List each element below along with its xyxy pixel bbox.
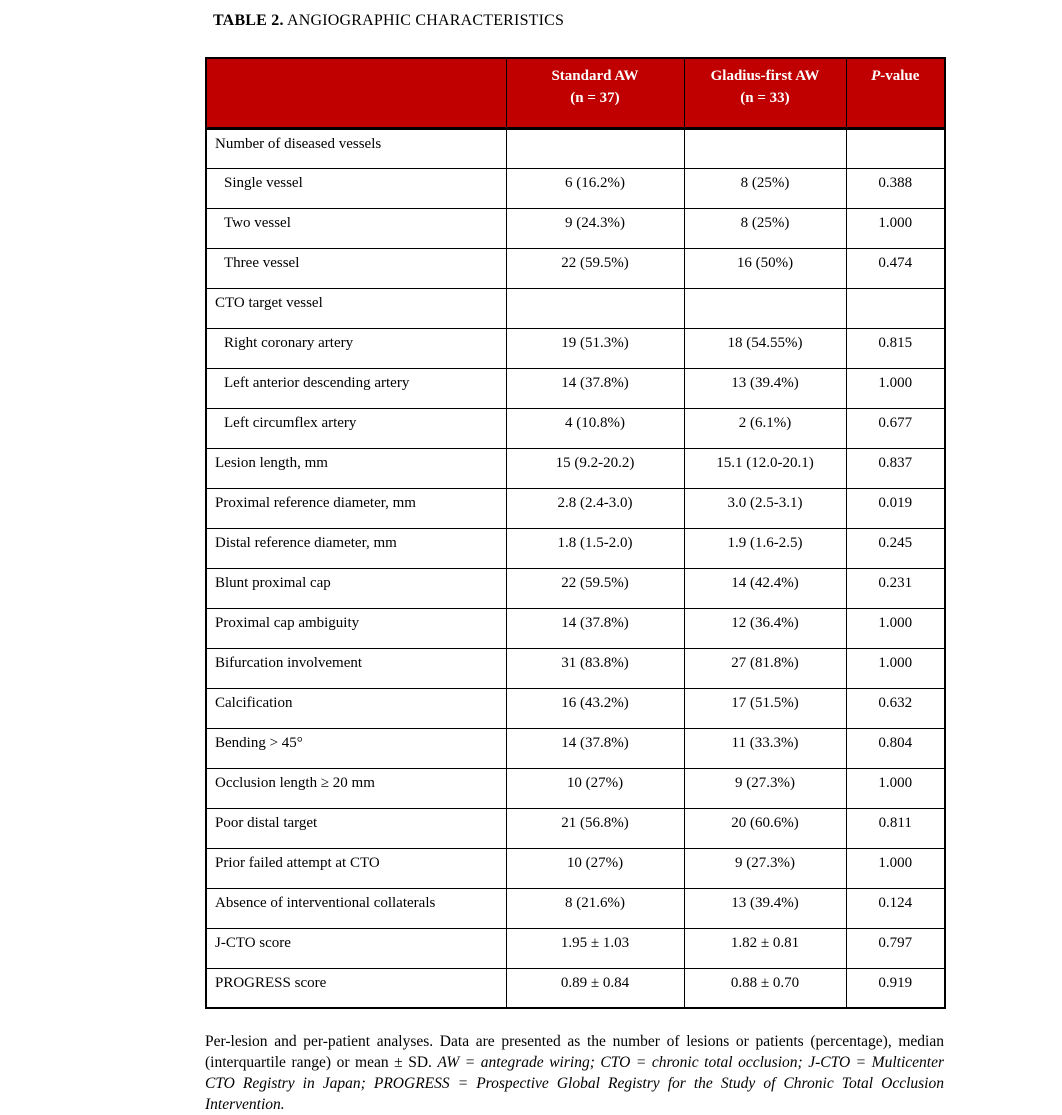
standard-aw-value: 8 (21.6%) [506, 888, 684, 928]
standard-aw-value: 6 (16.2%) [506, 168, 684, 208]
standard-aw-value: 1.8 (1.5-2.0) [506, 528, 684, 568]
p-value: 1.000 [846, 848, 945, 888]
gladius-first-aw-value: 17 (51.5%) [684, 688, 846, 728]
row-label: PROGRESS score [206, 968, 506, 1008]
p-value: 0.919 [846, 968, 945, 1008]
gladius-first-aw-value: 20 (60.6%) [684, 808, 846, 848]
p-value: 0.632 [846, 688, 945, 728]
standard-aw-value: 4 (10.8%) [506, 408, 684, 448]
row-label: Poor distal target [206, 808, 506, 848]
standard-aw-value: 0.89 ± 0.84 [506, 968, 684, 1008]
gladius-first-aw-value: 14 (42.4%) [684, 568, 846, 608]
gladius-first-aw-value: 3.0 (2.5-3.1) [684, 488, 846, 528]
row-label: Proximal reference diameter, mm [206, 488, 506, 528]
row-label: Absence of interventional collaterals [206, 888, 506, 928]
table-row [206, 328, 945, 368]
gladius-first-aw-value: 12 (36.4%) [684, 608, 846, 648]
gladius-first-aw-value [684, 288, 846, 328]
table-row [206, 688, 945, 728]
p-value: 0.231 [846, 568, 945, 608]
row-label: Occlusion length ≥ 20 mm [206, 768, 506, 808]
footnote-normal-text: Per-lesion and per-patient analyses. Data are presented as the number of lesions or patients (percentage), median (interquartile range) or mean ± SD. [205, 1033, 944, 1071]
standard-aw-value [506, 128, 684, 168]
p-value: 1.000 [846, 208, 945, 248]
gladius-first-aw-value: 2 (6.1%) [684, 408, 846, 448]
table-row [206, 248, 945, 288]
p-value [846, 288, 945, 328]
p-value: 0.837 [846, 448, 945, 488]
gladius-first-aw-value [684, 128, 846, 168]
table-row [206, 568, 945, 608]
standard-aw-value: 31 (83.8%) [506, 648, 684, 688]
p-value: 0.474 [846, 248, 945, 288]
standard-aw-value: 10 (27%) [506, 768, 684, 808]
table-row [206, 848, 945, 888]
gladius-first-aw-value: 27 (81.8%) [684, 648, 846, 688]
table-title [213, 12, 564, 30]
p-value: 0.245 [846, 528, 945, 568]
standard-aw-value: 19 (51.3%) [506, 328, 684, 368]
gladius-first-aw-value: 18 (54.55%) [684, 328, 846, 368]
p-value: 1.000 [846, 608, 945, 648]
table-row [206, 488, 945, 528]
standard-aw-value: 1.95 ± 1.03 [506, 928, 684, 968]
header-standard-aw [506, 58, 684, 128]
row-label: Bifurcation involvement [206, 648, 506, 688]
p-value: 0.677 [846, 408, 945, 448]
standard-aw-value: 22 (59.5%) [506, 248, 684, 288]
row-label: J-CTO score [206, 928, 506, 968]
table-footnote [205, 1031, 944, 1115]
table-row [206, 128, 945, 168]
gladius-first-aw-value: 1.82 ± 0.81 [684, 928, 846, 968]
header-p-rest: -value [880, 68, 920, 84]
p-value: 1.000 [846, 768, 945, 808]
gladius-first-aw-value: 0.88 ± 0.70 [684, 968, 846, 1008]
p-value: 0.811 [846, 808, 945, 848]
standard-aw-value: 2.8 (2.4-3.0) [506, 488, 684, 528]
row-label: Distal reference diameter, mm [206, 528, 506, 568]
standard-aw-value: 14 (37.8%) [506, 728, 684, 768]
row-label: Right coronary artery [206, 328, 506, 368]
standard-aw-value: 14 (37.8%) [506, 368, 684, 408]
row-label: Proximal cap ambiguity [206, 608, 506, 648]
standard-aw-value: 14 (37.8%) [506, 608, 684, 648]
gladius-first-aw-value: 9 (27.3%) [684, 848, 846, 888]
row-label: Blunt proximal cap [206, 568, 506, 608]
header-gladius-line1: Gladius-first AW [710, 68, 820, 84]
header-gladius-line2: (n = 33) [740, 90, 790, 106]
table-row [206, 968, 945, 1008]
standard-aw-value: 22 (59.5%) [506, 568, 684, 608]
gladius-first-aw-value: 1.9 (1.6-2.5) [684, 528, 846, 568]
standard-aw-value: 16 (43.2%) [506, 688, 684, 728]
table-row [206, 608, 945, 648]
header-standard-aw-line1: Standard AW [551, 68, 639, 84]
gladius-first-aw-value: 13 (39.4%) [684, 888, 846, 928]
table-row [206, 768, 945, 808]
row-label: Two vessel [206, 208, 506, 248]
p-value: 0.797 [846, 928, 945, 968]
header-p-value [846, 58, 945, 128]
row-label: Single vessel [206, 168, 506, 208]
row-label: Lesion length, mm [206, 448, 506, 488]
p-value: 1.000 [846, 648, 945, 688]
gladius-first-aw-value: 8 (25%) [684, 208, 846, 248]
p-value: 0.388 [846, 168, 945, 208]
header-standard-aw-line2: (n = 37) [570, 90, 620, 106]
row-label: Number of diseased vessels [206, 128, 506, 168]
standard-aw-value: 10 (27%) [506, 848, 684, 888]
p-value: 0.019 [846, 488, 945, 528]
gladius-first-aw-value: 11 (33.3%) [684, 728, 846, 768]
table-row [206, 368, 945, 408]
table-row [206, 288, 945, 328]
table-row [206, 408, 945, 448]
row-label: Three vessel [206, 248, 506, 288]
table-row [206, 648, 945, 688]
p-value: 0.815 [846, 328, 945, 368]
header-p-italic: P [871, 68, 881, 84]
header-gladius-first-aw [684, 58, 846, 128]
table-row [206, 888, 945, 928]
gladius-first-aw-value: 13 (39.4%) [684, 368, 846, 408]
table-title-text: ANGIOGRAPHIC CHARACTERISTICS [283, 12, 565, 29]
header-row [206, 58, 945, 128]
p-value: 0.124 [846, 888, 945, 928]
table-row [206, 208, 945, 248]
p-value: 1.000 [846, 368, 945, 408]
standard-aw-value: 21 (56.8%) [506, 808, 684, 848]
gladius-first-aw-value: 16 (50%) [684, 248, 846, 288]
gladius-first-aw-value: 9 (27.3%) [684, 768, 846, 808]
table-row [206, 928, 945, 968]
gladius-first-aw-value: 15.1 (12.0-20.1) [684, 448, 846, 488]
table-row [206, 728, 945, 768]
row-label: Left anterior descending artery [206, 368, 506, 408]
row-label: Left circumflex artery [206, 408, 506, 448]
row-label: Calcification [206, 688, 506, 728]
p-value: 0.804 [846, 728, 945, 768]
gladius-first-aw-value: 8 (25%) [684, 168, 846, 208]
header-empty-cell [206, 58, 506, 128]
row-label: Bending > 45° [206, 728, 506, 768]
angiographic-characteristics-table [205, 57, 946, 1009]
footnote-abbreviations-text: AW = antegrade wiring; CTO = chronic total occlusion; J-CTO = Multicenter CTO Registry in Japan; PROGRESS = Prospective Global Registry for the Study of Chronic Total Occlusion Intervention. [205, 1054, 944, 1113]
standard-aw-value: 9 (24.3%) [506, 208, 684, 248]
p-value [846, 128, 945, 168]
table-row [206, 528, 945, 568]
table-title-number: TABLE 2. [213, 12, 284, 29]
standard-aw-value: 15 (9.2-20.2) [506, 448, 684, 488]
row-label: CTO target vessel [206, 288, 506, 328]
table-row [206, 168, 945, 208]
table-row [206, 808, 945, 848]
row-label: Prior failed attempt at CTO [206, 848, 506, 888]
table-header [206, 58, 945, 128]
table-body [206, 128, 945, 1008]
table-row [206, 448, 945, 488]
standard-aw-value [506, 288, 684, 328]
